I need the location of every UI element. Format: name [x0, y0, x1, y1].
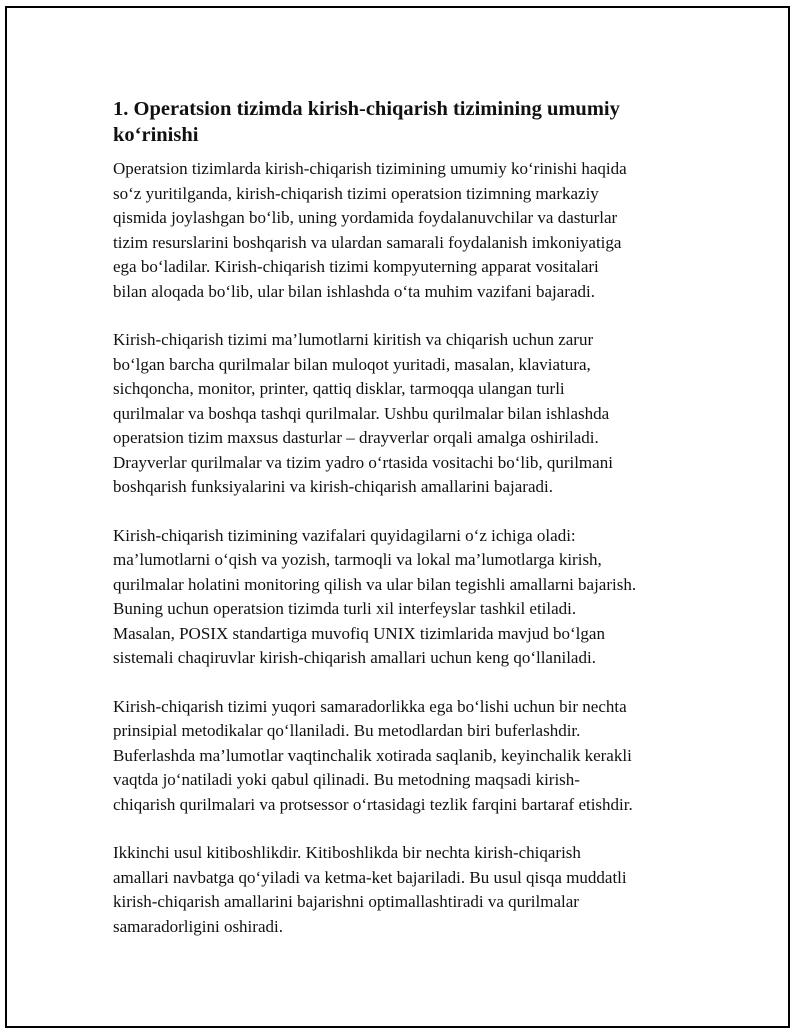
text-line: Operatsion tizimlarda kirish-chiqarish tizimining umumiy ko‘rinishi haqida	[113, 159, 627, 178]
text-line: Ikkinchi usul kitiboshlikdir. Kitiboshlikda bir nechta kirish-chiqarish	[113, 843, 581, 862]
text-line: qurilmalar va boshqa tashqi qurilmalar. Ushbu qurilmalar bilan ishlashda	[113, 403, 610, 423]
text-line: boshqarish funksiyalarini va kirish-chiqarish amallarini bajaradi.	[113, 477, 553, 496]
text-line: prinsipial metodikalar qo‘llaniladi. Bu metodlardan biri buferlashdir.	[113, 721, 581, 740]
text-line: tizim resurslarini boshqarish va ulardan samarali foydalanish imkoniyatiga	[113, 232, 622, 252]
text-line: bo‘lgan barcha qurilmalar bilan muloqot yuritadi, masalan, klaviatura,	[113, 354, 591, 374]
text-line: Kirish-chiqarish tizimi ma’lumotlarni kiritish va chiqarish uchun zarur	[113, 330, 594, 349]
text-line: samaradorligini oshiradi.	[113, 916, 283, 936]
text-line: ma’lumotlarni o‘qish va yozish, tarmoqli va lokal ma’lumotlarga kirish,	[113, 550, 602, 569]
document-body	[113, 96, 693, 963]
section-title	[113, 96, 693, 148]
title-line: ko‘rinishi	[113, 124, 199, 146]
paragraph-queueing	[113, 841, 693, 939]
paragraph-intro	[113, 157, 693, 304]
text-line: Buning uchun operatsion tizimda turli xil interfeyslar tashkil etiladi.	[113, 599, 577, 618]
text-line: Kirish-chiqarish tizimi yuqori samaradorlikka ega bo‘lishi uchun bir nechta	[113, 696, 627, 716]
text-line: kirish-chiqarish amallarini bajarishni optimallashtiradi va qurilmalar	[113, 892, 579, 911]
text-line: so‘z yuritilganda, kirish-chiqarish tizimi operatsion tizimning markaziy	[113, 183, 599, 203]
text-line: vaqtda jo‘natiladi yoki qabul qilinadi. Bu metodning maqsadi kirish-	[113, 770, 580, 789]
text-line: amallari navbatga qo‘yiladi va ketma-ket bajariladi. Bu usul qisqa muddatli	[113, 867, 627, 887]
text-line: chiqarish qurilmalari va protsessor o‘rtasidagi tezlik farqini bartaraf etishdir.	[113, 794, 633, 814]
text-line: sichqoncha, monitor, printer, qattiq disklar, tarmoqqa ulangan turli	[113, 379, 565, 398]
text-line: qurilmalar holatini monitoring qilish va ular bilan tegishli amallarni bajarish.	[113, 574, 637, 594]
paragraph-buffering	[113, 695, 693, 818]
text-line: operatsion tizim maxsus dasturlar – drayverlar orqali amalga oshiriladi.	[113, 428, 599, 447]
text-line: qismida joylashgan bo‘lib, uning yordamida foydalanuvchilar va dasturlar	[113, 208, 618, 227]
text-line: Masalan, POSIX standartiga muvofiq UNIX tizimlarida mavjud bo‘lgan	[113, 623, 605, 643]
paragraph-functions	[113, 524, 693, 671]
text-line: ega bo‘ladilar. Kirish-chiqarish tizimi kompyuterning apparat vositalari	[113, 257, 599, 276]
title-line: 1. Operatsion tizimda kirish-chiqarish tizimining umumiy	[113, 98, 620, 120]
text-line: sistemali chaqiruvlar kirish-chiqarish amallari uchun keng qo‘llaniladi.	[113, 648, 596, 667]
text-line: Drayverlar qurilmalar va tizim yadro o‘rtasida vositachi bo‘lib, qurilmani	[113, 452, 613, 472]
text-line: bilan aloqada bo‘lib, ular bilan ishlashda o‘ta muhim vazifani bajaradi.	[113, 281, 595, 301]
paragraph-devices	[113, 328, 693, 500]
text-line: Buferlashda ma’lumotlar vaqtinchalik xotirada saqlanib, keyinchalik kerakli	[113, 745, 632, 765]
text-line: Kirish-chiqarish tizimining vazifalari quyidagilarni o‘z ichiga oladi:	[113, 525, 576, 545]
